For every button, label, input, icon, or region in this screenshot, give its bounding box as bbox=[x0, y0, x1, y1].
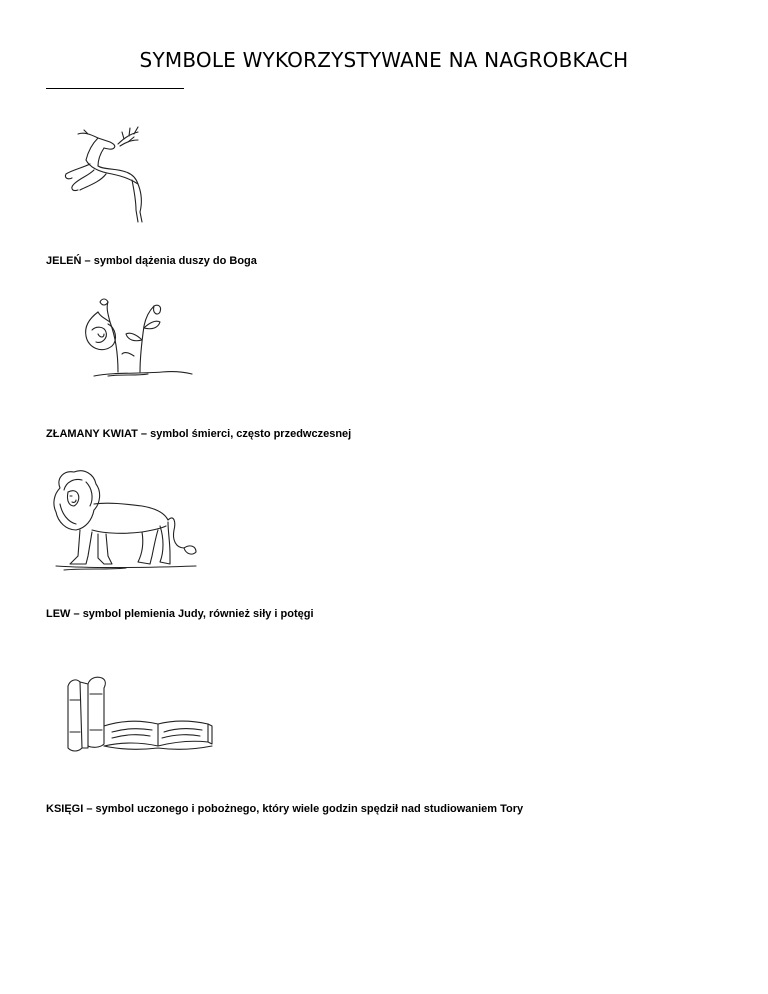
broken-flower-icon bbox=[78, 296, 198, 386]
deer-icon bbox=[58, 124, 168, 228]
symbol-meaning: symbol plemienia Judy, również siły i potęgi bbox=[82, 608, 314, 620]
symbol-caption-lion bbox=[46, 608, 314, 620]
symbol-caption-deer bbox=[46, 255, 257, 267]
symbol-name: ZŁAMANY KWIAT bbox=[46, 428, 138, 440]
lion-icon bbox=[46, 468, 206, 574]
symbol-separator: – bbox=[137, 428, 151, 440]
symbol-separator: – bbox=[83, 803, 96, 815]
symbol-name: LEW bbox=[46, 608, 71, 620]
symbol-meaning: symbol dążenia duszy do Boga bbox=[93, 255, 257, 267]
symbol-meaning: symbol śmierci, często przedwczesnej bbox=[150, 428, 352, 440]
symbol-caption-books bbox=[46, 803, 523, 815]
symbol-meaning: symbol uczonego i pobożnego, który wiele godzin spędził nad studiowaniem Tory bbox=[95, 803, 524, 815]
symbol-name: JELEŃ bbox=[46, 255, 82, 267]
symbol-name: KSIĘGI bbox=[46, 803, 84, 815]
symbol-separator: – bbox=[81, 255, 94, 267]
title-underline bbox=[46, 88, 184, 89]
symbol-separator: – bbox=[70, 608, 83, 620]
page-title: SYMBOLE WYKORZYSTYWANE NA NAGROBKACH bbox=[139, 48, 629, 72]
books-icon bbox=[62, 670, 220, 754]
symbol-caption-broken-flower bbox=[46, 428, 351, 440]
